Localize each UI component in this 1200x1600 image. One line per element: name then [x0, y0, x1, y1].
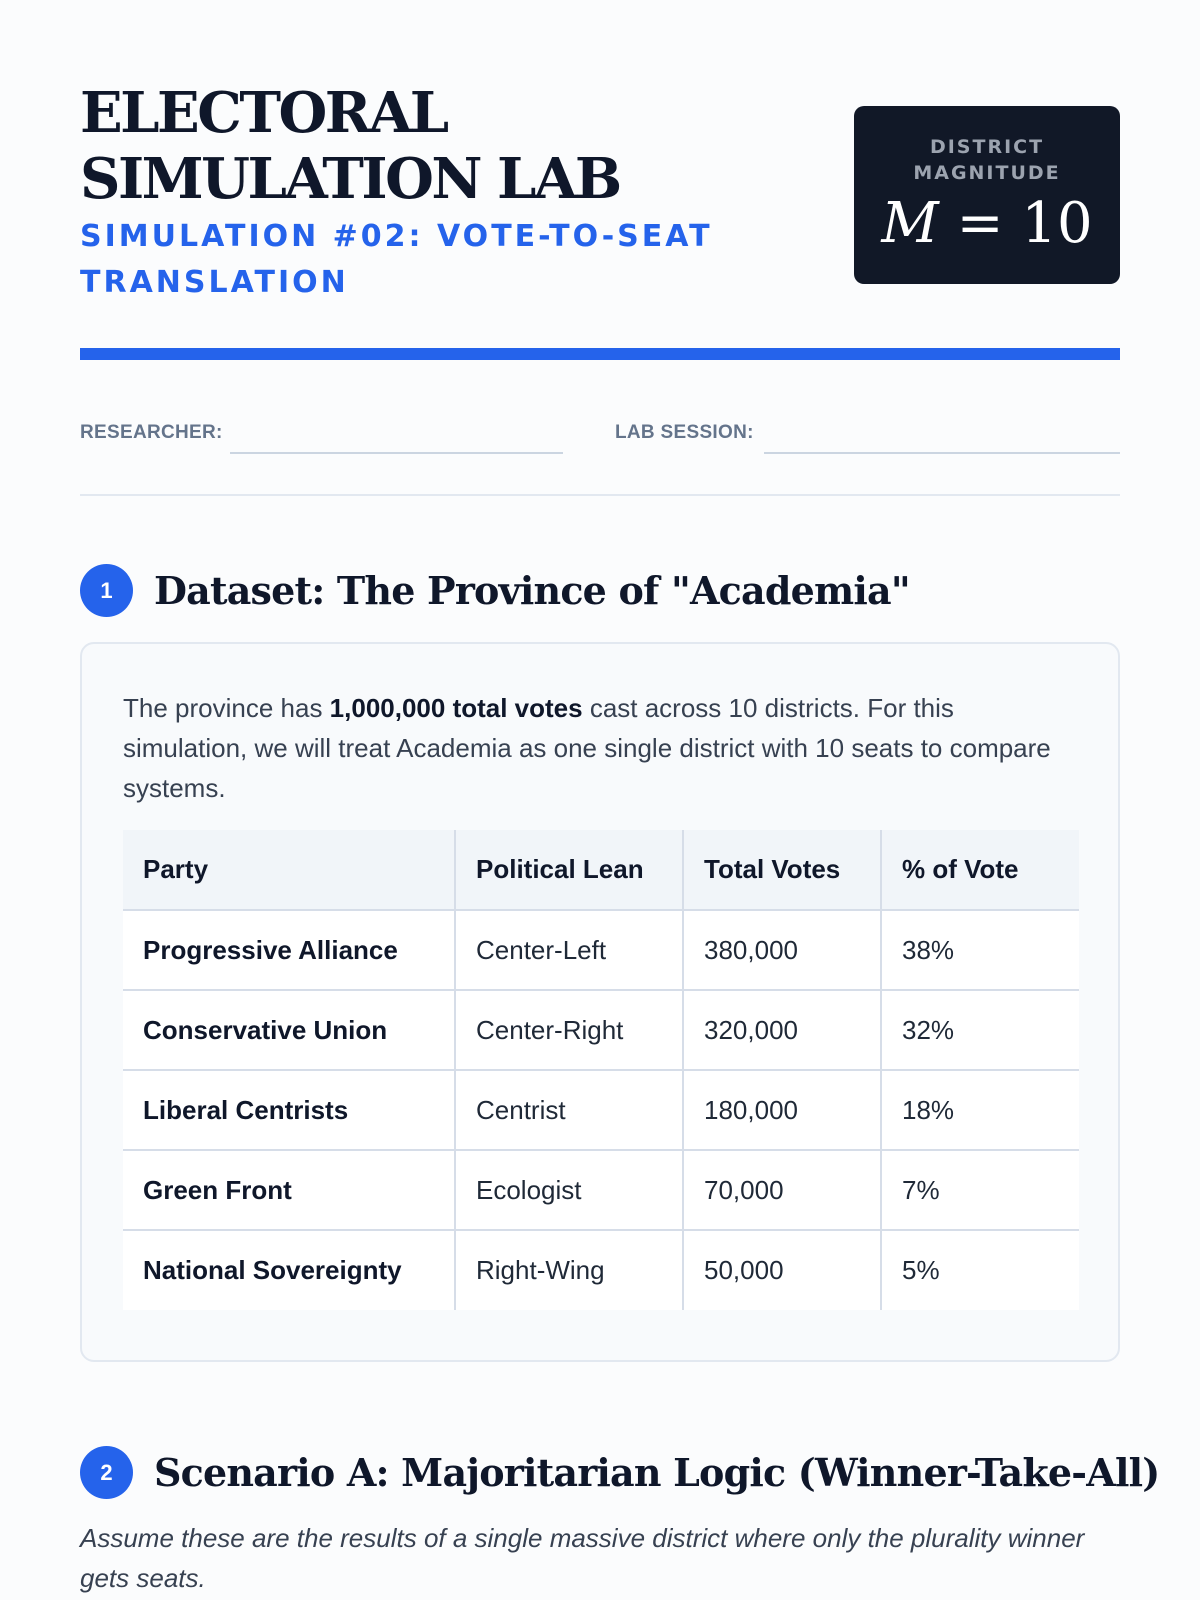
section-1-number-badge: 1: [80, 564, 133, 617]
lab-session-label: LAB SESSION:: [615, 422, 754, 443]
header: [80, 80, 1120, 310]
magnitude-variable: M: [881, 191, 939, 256]
section-2-title: Scenario A: Majoritarian Logic (Winner-Take-All): [154, 1450, 1160, 1495]
column-header-party: Party: [123, 830, 455, 910]
total-votes-cell: 320,000: [683, 990, 881, 1070]
researcher-label: RESEARCHER:: [80, 422, 223, 443]
lab-session-field[interactable]: [764, 452, 1120, 454]
table-row: [123, 1070, 1079, 1150]
total-votes-cell: 50,000: [683, 1230, 881, 1310]
column-header-total-votes: Total Votes: [683, 830, 881, 910]
district-magnitude-formula: [854, 192, 1120, 256]
header-accent-rule: [80, 348, 1120, 360]
vote-percent-cell: 38%: [881, 910, 1079, 990]
dataset-card: [80, 642, 1120, 1362]
table-header-row: [123, 830, 1079, 910]
vote-percent-cell: 7%: [881, 1150, 1079, 1230]
total-votes-cell: 70,000: [683, 1150, 881, 1230]
vote-percent-cell: 5%: [902, 1255, 940, 1285]
column-header-political-lean: Political Lean: [455, 830, 683, 910]
political-lean-cell: Right-Wing: [455, 1230, 683, 1310]
party-results-table: [123, 830, 1079, 1310]
political-lean-cell: Ecologist: [455, 1150, 683, 1230]
party-name-cell: Green Front: [123, 1150, 455, 1230]
political-lean-cell: Center-Right: [455, 990, 683, 1070]
page-subtitle: SIMULATION #02: VOTE-TO-SEAT TRANSLATION: [80, 219, 713, 300]
party-name-cell: Progressive Alliance: [123, 910, 455, 990]
total-votes-cell: 380,000: [683, 910, 881, 990]
section-1-title: Dataset: The Province of "Academia": [154, 568, 910, 613]
party-name-cell: Liberal Centrists: [123, 1070, 455, 1150]
researcher-field[interactable]: [230, 452, 563, 454]
section-2-heading: [80, 1444, 1180, 1498]
vote-percent-cell: 32%: [881, 990, 1079, 1070]
total-votes-cell: 180,000: [683, 1070, 881, 1150]
dataset-intro-text-continued: cast across 10 districts. For this simulation, we will treat Academia as one single district with 10 seats to compare systems.: [123, 693, 1051, 803]
magnitude-operator: =: [956, 191, 1004, 256]
table-row: [123, 1150, 1079, 1230]
table-row: [123, 1230, 1079, 1310]
political-lean-cell: Center-Left: [455, 910, 683, 990]
total-votes-highlight: 1,000,000 total votes: [329, 693, 583, 723]
party-name-cell: Conservative Union: [123, 990, 455, 1070]
scenario-a-note: Assume these are the results of a single massive district where only the plurality winner gets seats.: [80, 1523, 1085, 1593]
magnitude-value: 10: [1021, 191, 1093, 256]
party-name-cell: National Sovereignty: [123, 1230, 455, 1310]
political-lean-cell: Centrist: [455, 1070, 683, 1150]
divider: [80, 494, 1120, 496]
dataset-intro: [123, 688, 1063, 808]
district-magnitude-box: [854, 106, 1120, 284]
vote-percent-cell: 18%: [881, 1070, 1079, 1150]
column-header-percent-vote: % of Vote: [881, 830, 1079, 910]
meta-row: [80, 414, 1120, 454]
table-row: [123, 910, 1079, 990]
section-1-heading: [80, 562, 1180, 616]
district-magnitude-label: DISTRICT MAGNITUDE: [913, 136, 1061, 184]
dataset-intro-text: The province has: [123, 693, 330, 723]
page-title: ELECTORAL SIMULATION LAB: [80, 80, 620, 212]
table-row: [123, 990, 1079, 1070]
section-2-number-badge: 2: [80, 1446, 133, 1499]
